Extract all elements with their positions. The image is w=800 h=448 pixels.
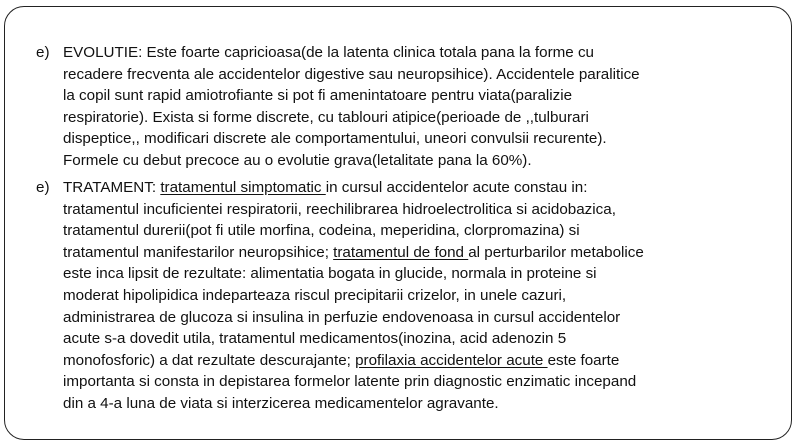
text-line: este inca lipsit de rezultate: alimentatia bogata in glucide, normala in proteine si <box>63 265 597 283</box>
text-line: dispeptice,, modificari discrete ale comportamentului, uneori convulsii recurente). <box>63 130 607 148</box>
text-line <box>63 242 764 264</box>
paragraph-body <box>63 42 764 172</box>
text-line: recadere frecventa ale accidentelor digestive sau neuropsihice). Accidentele paralitice <box>63 65 640 83</box>
text-line: importanta si consta in depistarea formelor latente prin diagnostic enzimatic incepand <box>63 373 637 391</box>
text-run: tratamentul manifestarilor neuropsihice; <box>63 243 334 261</box>
text-line: moderat hipolipidica indeparteaza riscul precipitarii crizelor, in unele cazuri, <box>63 286 567 304</box>
text-line: Formele cu debut precoce au o evolutie grava(letalitate pana la 60%). <box>63 151 532 169</box>
list-marker: e) <box>36 179 50 196</box>
paragraph-tratament <box>36 177 764 415</box>
text-run: in cursul accidentelor acute constau in: <box>325 179 588 196</box>
paragraph-body <box>63 177 764 415</box>
text-line: din a 4-a luna de viata si interzicerea medicamentelor agravante. <box>63 394 499 412</box>
underlined-term: profilaxia accidentelor acute <box>355 351 548 369</box>
underlined-term: tratamentul de fond <box>333 243 469 261</box>
text-line: EVOLUTIE: Este foarte capricioasa(de la latenta clinica totala pana la forme cu <box>63 44 594 61</box>
text-line: tratamentul incuficientei respiratorii, reechilibrarea hidroelectrolitica si acidobazica, <box>63 200 616 218</box>
text-line: acute s-a dovedit utila, tratamentul medicamentos(inozina, acid adenozin 5 <box>63 330 567 348</box>
list-marker: e) <box>36 44 50 61</box>
underlined-term: tratamentul simptomatic <box>160 179 326 196</box>
text-run: este foarte <box>547 351 620 369</box>
paragraph-evolutie <box>36 42 764 172</box>
text-line: tratamentul durerii(pot fi utile morfina, codeina, meperidina, clorpromazina) si <box>63 222 580 240</box>
text-line <box>63 350 764 372</box>
text-run: al perturbarilor metabolice <box>468 243 644 261</box>
text-run: TRATAMENT: <box>63 179 161 196</box>
text-line: respiratorie). Exista si forme discrete, cu tablouri atipice(perioade de ,,tulburari <box>63 108 589 126</box>
text-line <box>63 177 764 199</box>
text-line: administrarea de glucoza si insulina in perfuzie endovenoasa in cursul accidentelor <box>63 308 621 326</box>
text-run: monofosforic) a dat rezultate descurajante; <box>63 351 356 369</box>
text-line: la copil sunt rapid amiotrofiante si pot fi amenintatoare pentru viata(paralizie <box>63 87 573 105</box>
